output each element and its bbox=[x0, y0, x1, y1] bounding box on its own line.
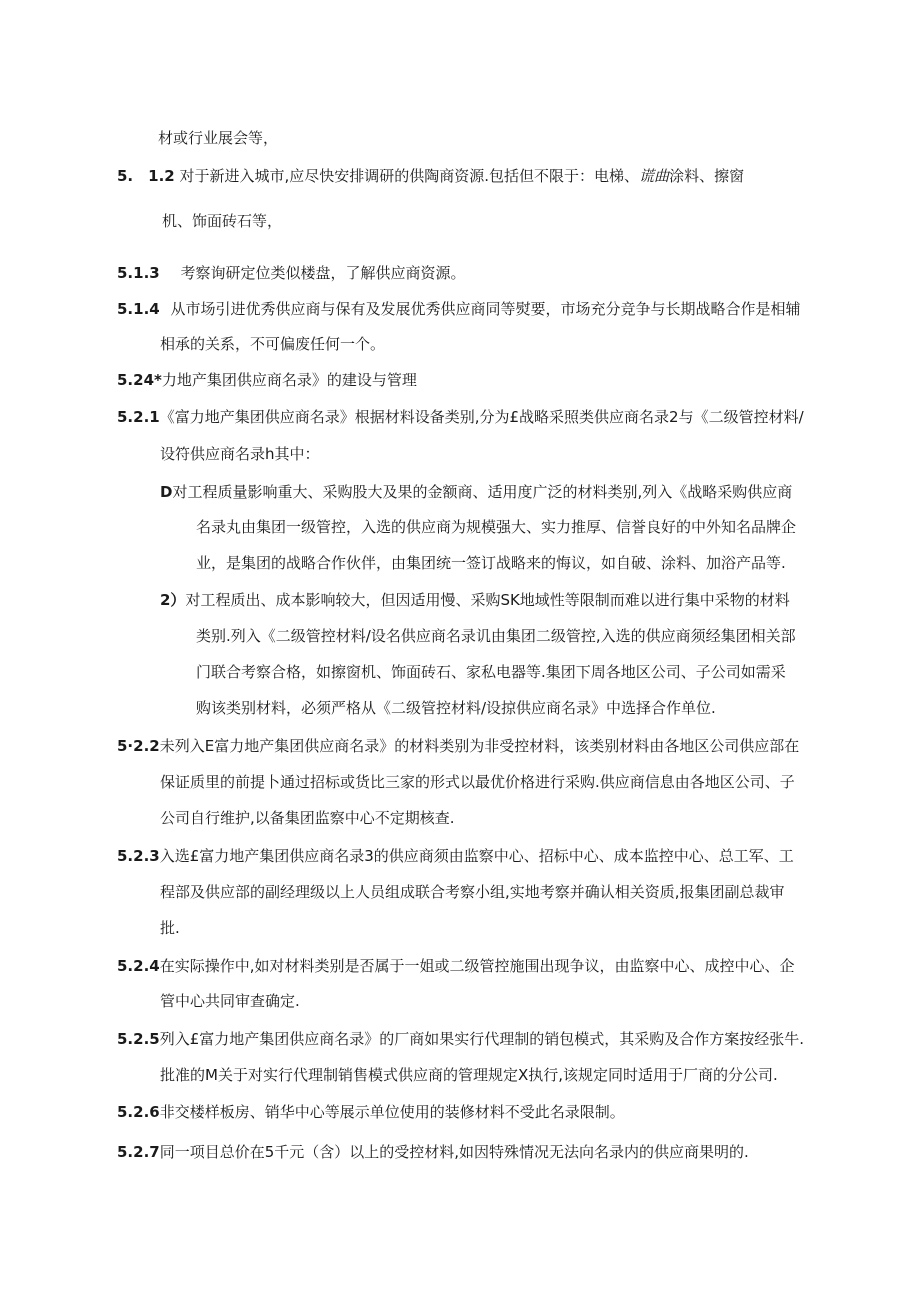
line-text: 涂料、擦窗 bbox=[669, 167, 745, 185]
section-number: 5.2.3 bbox=[117, 847, 160, 865]
list-item-line: 类别.列入《二级管控材料/设名供应商名录讥由集团二级管控,入选的供应商须经集团相关部 bbox=[196, 627, 796, 645]
line-text: 在实际操作中,如对材料类别是否属于一姐或二级管控施围出现争议，由监察中心、成控中心、企 bbox=[159, 957, 795, 975]
section-number: 5. 1.2 bbox=[117, 167, 175, 185]
section-number: 5.2.4 bbox=[117, 957, 160, 975]
paragraph-line bbox=[117, 299, 801, 319]
section-number: 5.2.7 bbox=[117, 1143, 160, 1161]
list-item-line: 购该类别材料，必须严格从《二级管控材料/设掠供应商名录》中选择合作单位. bbox=[196, 699, 716, 717]
line-text: 力地产集团供应商名录》的建设与管理 bbox=[161, 371, 417, 389]
section-heading bbox=[117, 370, 417, 390]
paragraph-line bbox=[117, 1029, 804, 1049]
paragraph-line: 相承的关系，不可偏废任何一个。 bbox=[160, 335, 386, 353]
section-number: 5·2.2 bbox=[117, 737, 160, 755]
list-item-line: 业，是集团的战略合作伙伴，由集团统一签订战略来的悔议，如自破、涂料、加浴产品等. bbox=[196, 554, 786, 572]
line-text: 《富力地产集团供应商名录》根据材料设备类别,分为£战略采照类供应商名录2与《二级管控材料/ bbox=[159, 408, 804, 426]
paragraph-line bbox=[117, 1142, 749, 1162]
section-number: 5.2.5 bbox=[117, 1030, 160, 1048]
list-number: D bbox=[160, 483, 173, 501]
paragraph-line: 管中心共同审查确定. bbox=[160, 992, 300, 1010]
paragraph-line bbox=[117, 166, 744, 186]
line-text: 非交楼样板房、销华中心等展示单位使用的装修材料不受此名录限制。 bbox=[159, 1103, 625, 1121]
line-text: 对工程质量影响重大、采购股大及果的金额商、适用度广泛的材料类别,列入《战略采购供应商 bbox=[172, 483, 793, 501]
paragraph-line bbox=[117, 1102, 625, 1122]
paragraph-line: 程部及供应部的副经理级以上人员组成联合考察小组,实地考察并确认相关资质,报集团副总裁审 bbox=[160, 883, 785, 901]
paragraph-line bbox=[117, 263, 466, 283]
line-text: 对工程质出、成本影响较大，但因适用慢、采购SK地域性等限制而难以进行集中采物的材料 bbox=[185, 591, 790, 609]
paragraph-line: 设符供应商名录h其中： bbox=[160, 445, 320, 463]
section-number: 5.24* bbox=[117, 371, 162, 389]
paragraph-line: 批准的M关于对实行代理制销售模式供应商的管理规定X执行,该规定同时适用于厂商的分公司. bbox=[160, 1066, 778, 1084]
list-number: 2） bbox=[160, 591, 186, 609]
list-item-line: 门联合考察合格，如擦窗机、饰面砖石、家私电器等.集团下周各地区公司、子公司如需采 bbox=[196, 663, 786, 681]
line-text: 列入£富力地产集团供应商名录》的厂商如果实行代理制的销包模式，其采购及合作方案按经张牛. bbox=[159, 1030, 805, 1048]
line-text: 对于新进入城市,应尽快安排调研的供陶商资源.包括但不限于：电梯、 bbox=[179, 167, 640, 185]
section-number: 5.1.3 bbox=[117, 264, 160, 282]
section-number: 5.1.4 bbox=[117, 300, 160, 318]
paragraph-line bbox=[117, 956, 795, 976]
paragraph-line: 材或行业展会等， bbox=[158, 129, 279, 147]
paragraph-line bbox=[117, 846, 794, 866]
paragraph-line: 公司自行维护,以备集团监察中心不定期核查. bbox=[160, 809, 455, 827]
paragraph-line bbox=[117, 736, 799, 756]
list-item-line bbox=[160, 482, 792, 502]
paragraph-line: 批. bbox=[160, 919, 180, 937]
section-number: 5.2.1 bbox=[117, 408, 160, 426]
paragraph-line: 保证质里的前提卜通过招标或货比三家的形式以最优价格进行采购.供应商信息由各地区公司、子 bbox=[160, 773, 795, 791]
line-text: 从市场引进优秀供应商与保有及发展优秀供应商同等熨要，市场充分竞争与长期战略合作是相辅 bbox=[170, 300, 801, 318]
line-text: 未列入E富力地产集团供应商名录》的材料类别为非受控材料，该类别材料由各地区公司供应部在 bbox=[159, 737, 800, 755]
line-text: 考察询研定位类似楼盘，了解供应商资源。 bbox=[180, 264, 466, 282]
paragraph-line: 机、饰面砖石等， bbox=[162, 212, 283, 230]
paragraph-line bbox=[117, 407, 804, 427]
list-item-line bbox=[160, 590, 790, 610]
list-item-line: 名录丸由集团一级管控，入选的供应商为规模强大、实力推厚、信誉良好的中外知名品牌企 bbox=[196, 518, 797, 536]
line-text-italic: 谎曲 bbox=[639, 167, 670, 185]
section-number: 5.2.6 bbox=[117, 1103, 160, 1121]
line-text: 入选£富力地产集团供应商名录3的供应商须由监察中心、招标中心、成本监控中心、总工军、工 bbox=[159, 847, 794, 865]
line-text: 同一项目总价在5千元（含）以上的受控材料,如因特殊情况无法向名录内的供应商果明的. bbox=[159, 1143, 749, 1161]
